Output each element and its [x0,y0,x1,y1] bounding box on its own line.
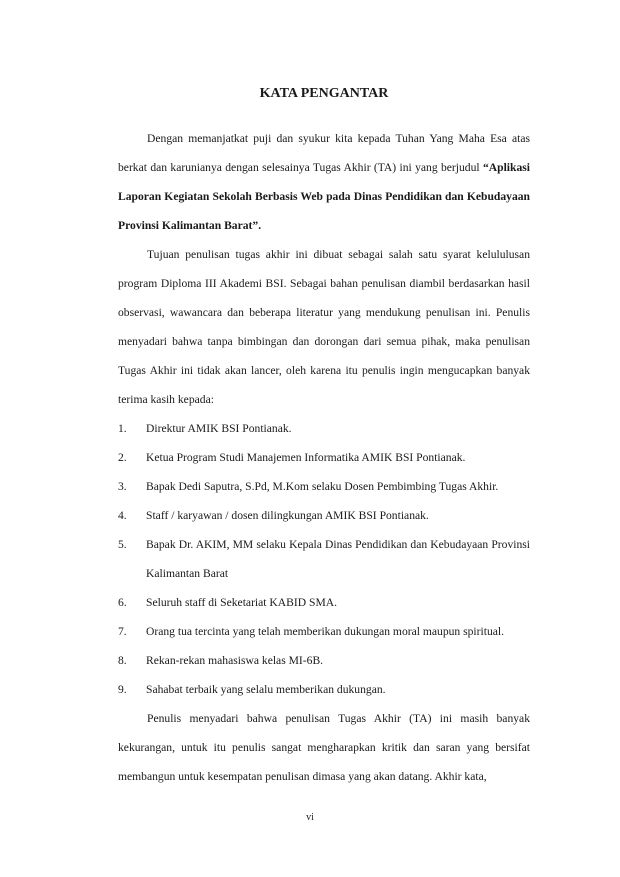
list-item-text: Orang tua tercinta yang telah memberikan dukungan moral maupun spiritual. [146,625,505,638]
thanks-list [118,414,530,704]
list-item-text: Direktur AMIK BSI Pontianak. [146,422,292,435]
list-item-number: 4. [118,509,127,522]
intro-paragraph [118,124,530,240]
list-item-text: Sahabat terbaik yang selalu memberikan dukungan. [146,683,386,696]
closing-paragraph: Penulis menyadari bahwa penulisan Tugas Akhir (TA) ini masih banyak kekurangan, untuk itu penulis sangat mengharapkan kritik dan saran yang bersifat membangun untuk kesempatan penulisan dimasa yang akan datang. Akhir kata, [118,712,530,783]
list-item-text: Bapak Dedi Saputra, S.Pd, M.Kom selaku Dosen Pembimbing Tugas Akhir. [146,480,499,493]
page-number: vi [306,812,314,823]
list-item-number: 5. [118,538,127,551]
list-item [118,472,530,501]
list-item [118,675,530,704]
list-item-number: 7. [118,625,127,638]
list-item [118,530,530,588]
list-item [118,501,530,530]
intro-text: Dengan memanjatkat puji dan syukur kita kepada Tuhan Yang Maha Esa atas berkat dan karunianya dengan selesainya Tugas Akhir (TA) ini yang berjudul [118,132,530,174]
thesis-title: “Aplikasi Laporan Kegiatan Sekolah Berbasis Web pada Dinas Pendidikan dan Kebudayaan Provinsi Kalimantan Barat”. [118,161,530,232]
list-item-number: 6. [118,596,127,609]
list-item-number: 1. [118,422,127,435]
page-title: KATA PENGANTAR [259,86,389,101]
list-item-text: Bapak Dr. AKIM, MM selaku Kepala Dinas Pendidikan dan Kebudayaan Provinsi Kalimantan Barat [146,538,530,580]
list-item-text: Staff / karyawan / dosen dilingkungan AMIK BSI Pontianak. [146,509,429,522]
document-page [118,84,530,791]
list-item [118,414,530,443]
list-item-number: 9. [118,683,127,696]
list-item-number: 3. [118,480,127,493]
list-item [118,646,530,675]
list-item-number: 2. [118,451,127,464]
list-item-text: Seluruh staff di Seketariat KABID SMA. [146,596,338,609]
purpose-paragraph: Tujuan penulisan tugas akhir ini dibuat sebagai salah satu syarat kelululusan program Diploma III Akademi BSI. Sebagai bahan penulisan diambil berdasarkan hasil observasi, wawancara dan beberapa literatur yang mendukung penulisan ini. Penulis menyadari bahwa tanpa bimbingan dan dorongan dari semua pihak, maka penulisan Tugas Akhir ini tidak akan lancer, oleh karena itu penulis ingin mengucapkan banyak terima kasih kepada: [118,248,530,406]
list-item [118,617,530,646]
list-item [118,588,530,617]
list-item-text: Ketua Program Studi Manajemen Informatika AMIK BSI Pontianak. [146,451,466,464]
list-item [118,443,530,472]
list-item-number: 8. [118,654,127,667]
list-item-text: Rekan-rekan mahasiswa kelas MI-6B. [146,654,324,667]
